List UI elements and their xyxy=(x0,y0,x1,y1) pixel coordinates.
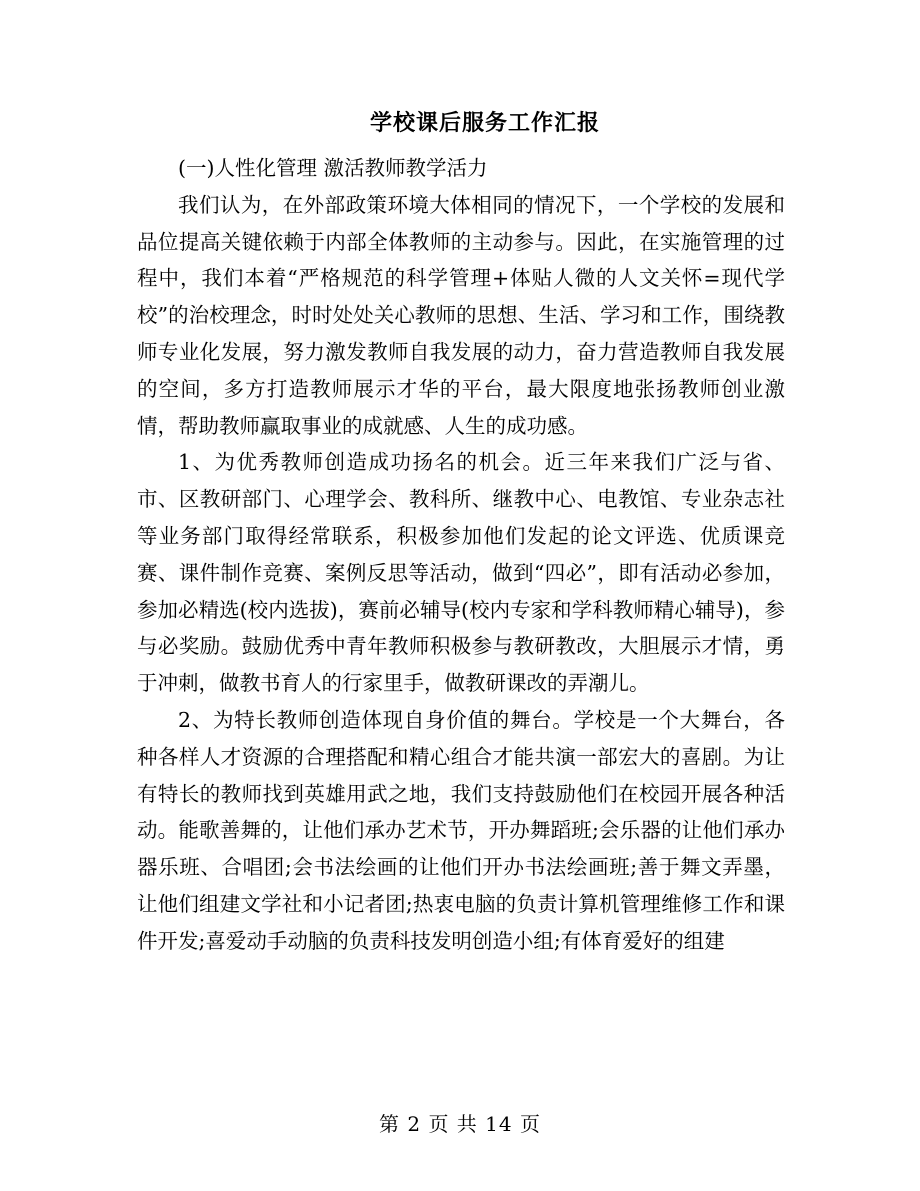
paragraph-item-1: 1、为优秀教师创造成功扬名的机会。近三年来我们广泛与省、市、区教研部门、心理学会、教科所、继教中心、电教馆、专业杂志社等业务部门取得经常联系，积极参加他们发起的论文评选、优质课竞赛、课件制作竞赛、案例反思等活动，做到“四必”，即有活动必参加，参加必精选(校内选拔)，赛前必辅导(校内专家和学科教师精心辅导)，参与必奖励。鼓励优秀中青年教师积极参与教研教改，大胆展示才情，勇于冲刺，做教书育人的行家里手，做教研课改的弄潮儿。 xyxy=(137,450,785,696)
page-number: 第 2 页 共 14 页 xyxy=(379,1112,541,1136)
document-title: 学校课后服务工作汇报 xyxy=(369,110,600,136)
paragraph-intro: 我们认为，在外部政策环境大体相同的情况下，一个学校的发展和品位提高关键依赖于内部全体教师的主动参与。因此，在实施管理的过程中，我们本着“严格规范的科学管理+体贴人微的人文关怀=现代学校”的治校理念，时时处处关心教师的思想、生活、学习和工作，围绕教师专业化发展，努力激发教师自我发展的动力，奋力营造教师自我发展的空间，多方打造教师展示才华的平台，最大限度地张扬教师创业激情，帮助教师赢取事业的成就感、人生的成功感。 xyxy=(137,192,785,438)
paragraph-item-2: 2、为特长教师创造体现自身价值的舞台。学校是一个大舞台，各种各样人才资源的合理搭配和精心组合才能共演一部宏大的喜剧。为让有特长的教师找到英雄用武之地，我们支持鼓励他们在校园开展各种活动。能歌善舞的，让他们承办艺术节，开办舞蹈班;会乐器的让他们承办器乐班、合唱团;会书法绘画的让他们开办书法绘画班;善于舞文弄墨，让他们组建文学社和小记者团;热衷电脑的负责计算机管理维修工作和课件开发;喜爱动手动脑的负责科技发明创造小组;有体育爱好的组建 xyxy=(137,707,785,953)
document-body xyxy=(137,150,785,960)
section-heading: (一)人性化管理 激活教师教学活力 xyxy=(178,156,488,180)
